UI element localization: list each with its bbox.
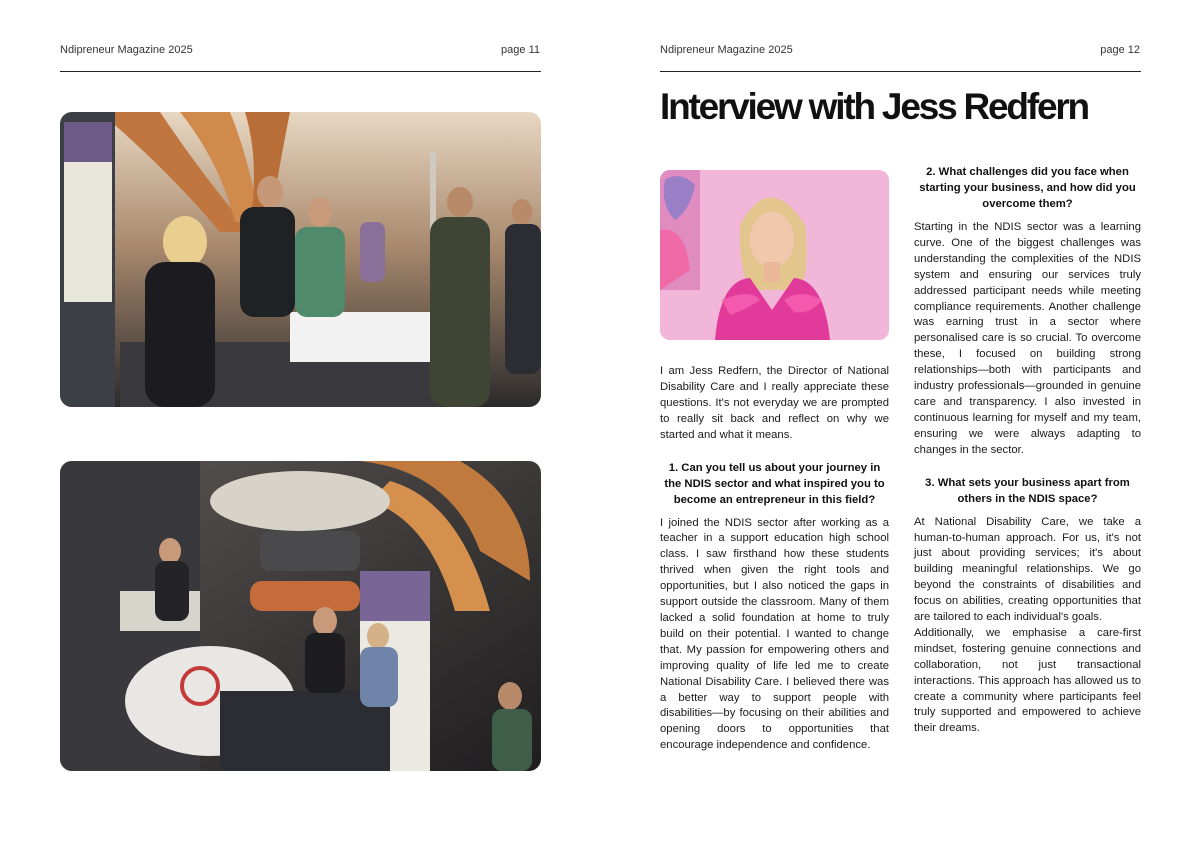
qa-column <box>914 164 1141 753</box>
question-1: 1. Can you tell us about your journey in the NDIS sector and what inspired you to become an entrepreneur in this field? <box>664 461 885 506</box>
intro-paragraph: I am Jess Redfern, the Director of National Disability Care and I really appreciate these questions. It's not everyday we are prompted to really sit back and reflect on why we started and what it means. <box>660 365 889 441</box>
header-divider <box>60 71 541 72</box>
answer-3-part-2: Additionally, we emphasise a care-first mindset, fostering genuine connections and collaboration, not just transactional interactions. This approach has allowed us to create a community where participants feel truly supported and empowered to achieve their dreams. <box>914 626 1141 735</box>
header-divider <box>660 71 1141 72</box>
event-crowd-photo <box>60 112 541 407</box>
answer-1: I joined the NDIS sector after working as a teacher in a support education high school class. I saw firsthand how these students thrived when given the right tools and opportunities, but I also noticed the gaps in support outside the classroom. Many of them lacked a solid foundation at home to truly build on their potential. I wanted to change that. My passion for empowering others and improving quality of life led me to create National Disability Care. I believed there was a better way to support people with disabilities—by focusing on their abilities and opening doors to opportunities that encourage independence and confidence. <box>660 516 889 752</box>
right-page <box>600 0 1200 849</box>
question-2: 2. What challenges did you face when starting your business, and how did you overcome them? <box>919 166 1136 210</box>
answer-2: Starting in the NDIS sector was a learning curve. One of the biggest challenges was understanding the complexities of the NDIS system and ensuring our services truly addressed participant needs while meeting compliance requirements. Another challenge was earning trust in a sector where personalised care is so crucial. To overcome these, I focused on building strong relationships—both with participants and industry professionals—grounded in genuine care and transparency. I also invested in continuous learning for myself and my team, ensuring we were always adapting to changes in the sector. <box>914 221 1141 456</box>
page-number: page 11 <box>501 44 540 56</box>
answer-3-part-1: At National Disability Care, we take a human-to-human approach. For us, it's not just about providing services; it's about building meaningful relationships. We go beyond the constraints of disabilities and focus on abilities, creating opportunities that are tailored to each individual's goals. <box>914 515 1141 624</box>
article-title: Interview with Jess Redfern <box>660 86 1088 127</box>
portrait-photo <box>660 170 889 340</box>
page-number: page 12 <box>1100 44 1140 56</box>
magazine-name: Ndipreneur Magazine 2025 <box>660 44 793 56</box>
magazine-name: Ndipreneur Magazine 2025 <box>60 44 193 56</box>
intro-column <box>660 364 889 770</box>
question-3: 3. What sets your business apart from others in the NDIS space? <box>925 476 1130 505</box>
event-overhead-photo <box>60 461 541 771</box>
